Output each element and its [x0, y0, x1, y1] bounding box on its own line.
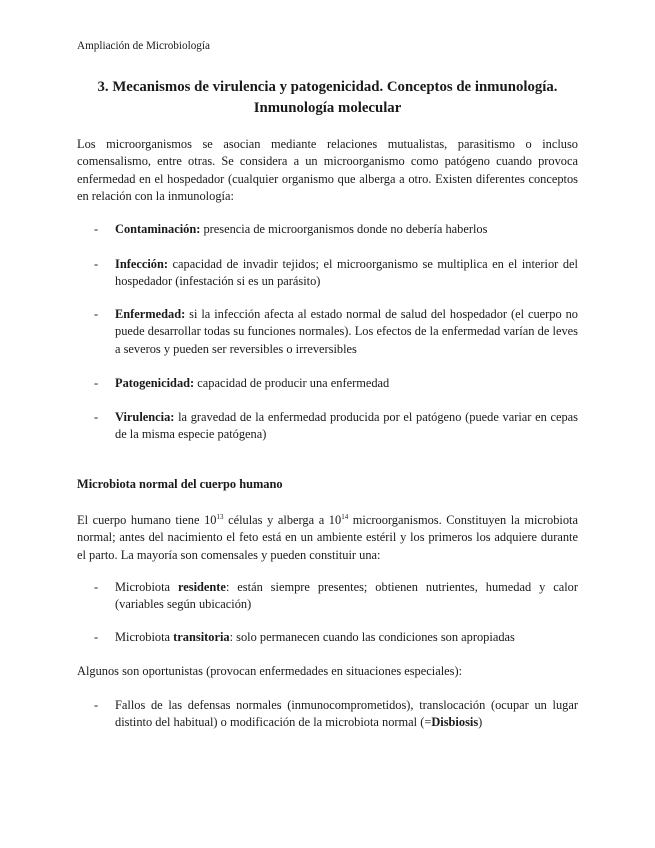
concept-item: [77, 306, 578, 358]
concept-term: Patogenicidad:: [115, 376, 195, 390]
para-part: El cuerpo humano tiene 10: [77, 513, 217, 527]
type-text: : solo permanecen cuando las condiciones son apropiadas: [229, 630, 515, 644]
bullet-dash: -: [94, 630, 99, 644]
item-text: Fallos de las defensas normales (inmunocomprometidos), translocación (ocupar un lugar distinto del habitual) o modificación de la microbiota normal (=: [115, 698, 578, 730]
exponent-microorganisms: 14: [341, 512, 349, 521]
bullet-dash: -: [94, 222, 99, 236]
concept-item: [77, 375, 578, 392]
concept-text: si la infección afecta al estado normal de salud del hospedador (el cuerpo no puede desarrollar todas su funciones normales). Los efectos de la enfermedad varían de leves a severos y pueden ser reversibles o irreversibles: [115, 307, 578, 356]
type-prefix: Microbiota: [115, 580, 178, 594]
bullet-dash: -: [94, 698, 99, 712]
concept-item: [77, 409, 578, 444]
bullet-dash: -: [94, 410, 99, 424]
concept-item: [77, 256, 578, 291]
microbiota-type-item: [77, 629, 578, 646]
type-text: : están siempre presentes; obtienen nutrientes, humedad y calor (variables según ubicación): [115, 580, 578, 612]
concept-term: Contaminación:: [115, 222, 201, 236]
concept-term: Infección:: [115, 257, 168, 271]
para-part: microorganismos. Constituyen la microbiota normal; antes del nacimiento el feto está en un ambiente estéril y los primeros los adquiere durante el parto. La mayoría son comensales y pueden constituir una:: [77, 513, 578, 562]
concept-term: Virulencia:: [115, 410, 175, 424]
type-prefix: Microbiota: [115, 630, 174, 644]
microbiota-paragraph: [77, 512, 578, 564]
type-term: residente: [177, 580, 226, 594]
opportunists-paragraph: Algunos son oportunistas (provocan enfermedades en situaciones especiales):: [77, 664, 463, 678]
concept-term: Enfermedad:: [115, 307, 186, 321]
bullet-dash: -: [94, 307, 99, 321]
concept-item: [77, 221, 578, 238]
concept-text: capacidad de invadir tejidos; el microorganismo se multiplica en el interior del hospedador (infestación si es un parásito): [115, 257, 578, 289]
bullet-dash: -: [94, 257, 99, 271]
concept-text: la gravedad de la enfermedad producida por el patógeno (puede variar en cepas de la misma especie patógena): [115, 410, 578, 442]
item-term: Disbiosis: [431, 715, 479, 730]
page-title: [77, 77, 578, 119]
type-term: transitoria: [173, 630, 230, 644]
concept-text: presencia de microorganismos donde no debería haberlos: [200, 222, 488, 236]
microbiota-type-item: [77, 579, 578, 614]
intro-paragraph: Los microorganismos se asocian mediante relaciones mutualistas, parasitismo o incluso comensalismo, entre otras. Se considera a un microorganismo como patógeno cuando provoca enfermedad en el hospedador (cualquier organismo que alberga a otro. Existen diferentes conceptos en relación con la inmunología:: [77, 137, 578, 204]
opportunist-item: [77, 697, 578, 732]
exponent-cells: 13: [216, 512, 224, 521]
title-line-1: 3. Mecanismos de virulencia y patogenicidad. Conceptos de inmunología.: [97, 79, 558, 95]
concept-text: capacidad de producir una enfermedad: [194, 376, 390, 390]
running-header: Ampliación de Microbiología: [77, 40, 210, 52]
bullet-dash: -: [94, 376, 99, 390]
para-part: células y alberga a 10: [223, 513, 342, 527]
item-close: ): [478, 715, 483, 730]
bullet-dash: -: [94, 580, 99, 594]
title-line-2: Inmunología molecular: [253, 100, 402, 116]
section-heading: Microbiota normal del cuerpo humano: [77, 477, 283, 491]
